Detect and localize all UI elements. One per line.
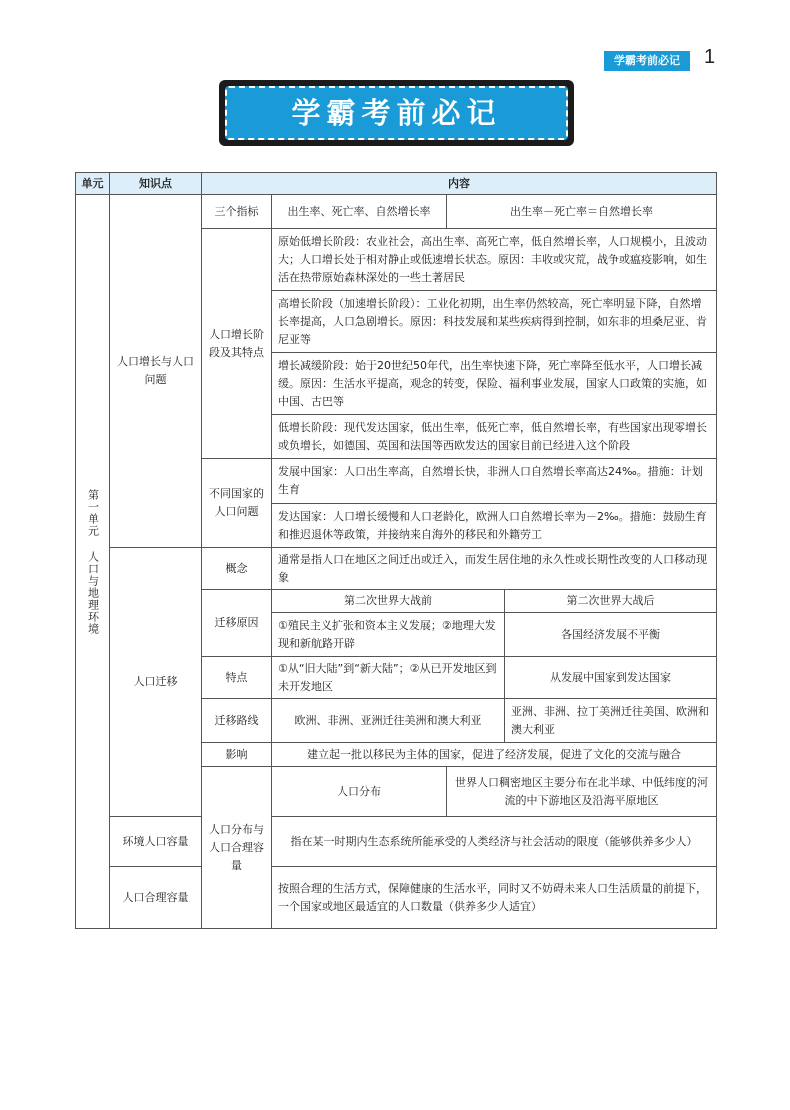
stage-4: 低增长阶段：现代发达国家，低出生率，低死亡率，低自然增长率，有些国家出现零增长或负增长，如德国、英国和法国等西欧发达的国家目前已经进入这个阶段: [272, 415, 717, 459]
diff-developing: 发展中国家：人口出生率高，自然增长快，非洲人口自然增长率高达24‰。措施：计划生育: [272, 459, 717, 504]
label-impact: 影响: [202, 743, 272, 767]
label-route: 迁移路线: [202, 699, 272, 743]
header-point: 知识点: [110, 173, 202, 195]
reason-after: 各国经济发展不平衡: [505, 613, 717, 657]
label-distribution: 人口分布: [272, 767, 447, 817]
header-content: 内容: [202, 173, 717, 195]
stage-1: 原始低增长阶段：农业社会，高出生率、高死亡率，低自然增长率，人口规模小，且波动大；人口增长处于相对静止或低速增长状态。原因：丰收或灾荒，战争或瘟疫影响，如生活在热带原始森林深处的一些土著居民: [272, 229, 717, 291]
feature-before: ①从“旧大陆”到“新大陆”；②从已开发地区到未开发地区: [272, 657, 505, 699]
stage-3: 增长减缓阶段：始于20世纪50年代，出生率快速下降，死亡率降至低水平，人口增长减缓。原因：生活水平提高，观念的转变，保险、福利事业发展，国家人口政策的实施，如中国、古巴等: [272, 353, 717, 415]
point-distribution: 人口分布与人口合理容量: [202, 767, 272, 929]
unit-cell: [76, 195, 110, 929]
point-migration: 人口迁移: [110, 548, 202, 817]
label-reasonable-capacity: 人口合理容量: [110, 867, 202, 929]
col-after: 第二次世界大战后: [505, 590, 717, 613]
title-banner: [219, 80, 574, 146]
label-concept: 概念: [202, 548, 272, 590]
header-unit: 单元: [76, 173, 110, 195]
route-before: 欧洲、非洲、亚洲迁往美洲和澳大利亚: [272, 699, 505, 743]
table-row: [76, 867, 717, 929]
section-badge: 学霸考前必记: [604, 51, 690, 71]
label-diff-countries: 不同国家的人口问题: [202, 459, 272, 548]
impact-text: 建立起一批以移民为主体的国家，促进了经济发展，促进了文化的交流与融合: [272, 743, 717, 767]
diff-developed: 发达国家：人口增长缓慢和人口老龄化，欧洲人口自然增长率为－2‰。措施：鼓励生育和推迟退休等政策，并接纳来自海外的移民和外籍劳工: [272, 504, 717, 548]
label-feature: 特点: [202, 657, 272, 699]
table-row: [76, 817, 717, 867]
knowledge-table: [75, 172, 717, 929]
unit-name: 第一单元 人口与地理环境: [86, 488, 100, 635]
reasonable-capacity-text: 按照合理的生活方式，保障健康的生活水平，同时又不妨碍未来人口生活质量的前提下，一个国家或地区最适宜的人口数量（供养多少人适宜）: [272, 867, 717, 929]
stage-2: 高增长阶段（加速增长阶段）：工业化初期，出生率仍然较高，死亡率明显下降，自然增长率提高，人口急剧增长。原因：科技发展和某些疾病得到控制，如东非的坦桑尼亚、肯尼亚等: [272, 291, 717, 353]
table-header-row: [76, 173, 717, 195]
reason-before: ①殖民主义扩张和资本主义发展；②地理大发现和新航路开辟: [272, 613, 505, 657]
distribution-text: 世界人口稠密地区主要分布在北半球、中低纬度的河流的中下游地区及沿海平原地区: [447, 767, 717, 817]
label-three-indicators: 三个指标: [202, 195, 272, 229]
env-capacity-text: 指在某一时期内生态系统所能承受的人类经济与社会活动的限度（能够供养多少人）: [272, 817, 717, 867]
route-after: 亚洲、非洲、拉丁美洲迁往美国、欧洲和澳大利亚: [505, 699, 717, 743]
page-title: 学霸考前必记: [225, 86, 568, 140]
three-indicators-right: 出生率－死亡率＝自然增长率: [447, 195, 717, 229]
label-stages: 人口增长阶段及其特点: [202, 229, 272, 459]
feature-after: 从发展中国家到发达国家: [505, 657, 717, 699]
table-row: [76, 195, 717, 229]
table-row: [76, 548, 717, 590]
label-reason: 迁移原因: [202, 590, 272, 657]
page-number: 1: [704, 46, 716, 68]
point-pop-growth: 人口增长与人口问题: [110, 195, 202, 548]
concept-text: 通常是指人口在地区之间迁出或迁入，而发生居住地的永久性或长期性改变的人口移动现象: [272, 548, 717, 590]
three-indicators-left: 出生率、死亡率、自然增长率: [272, 195, 447, 229]
col-before: 第二次世界大战前: [272, 590, 505, 613]
label-env-capacity: 环境人口容量: [110, 817, 202, 867]
